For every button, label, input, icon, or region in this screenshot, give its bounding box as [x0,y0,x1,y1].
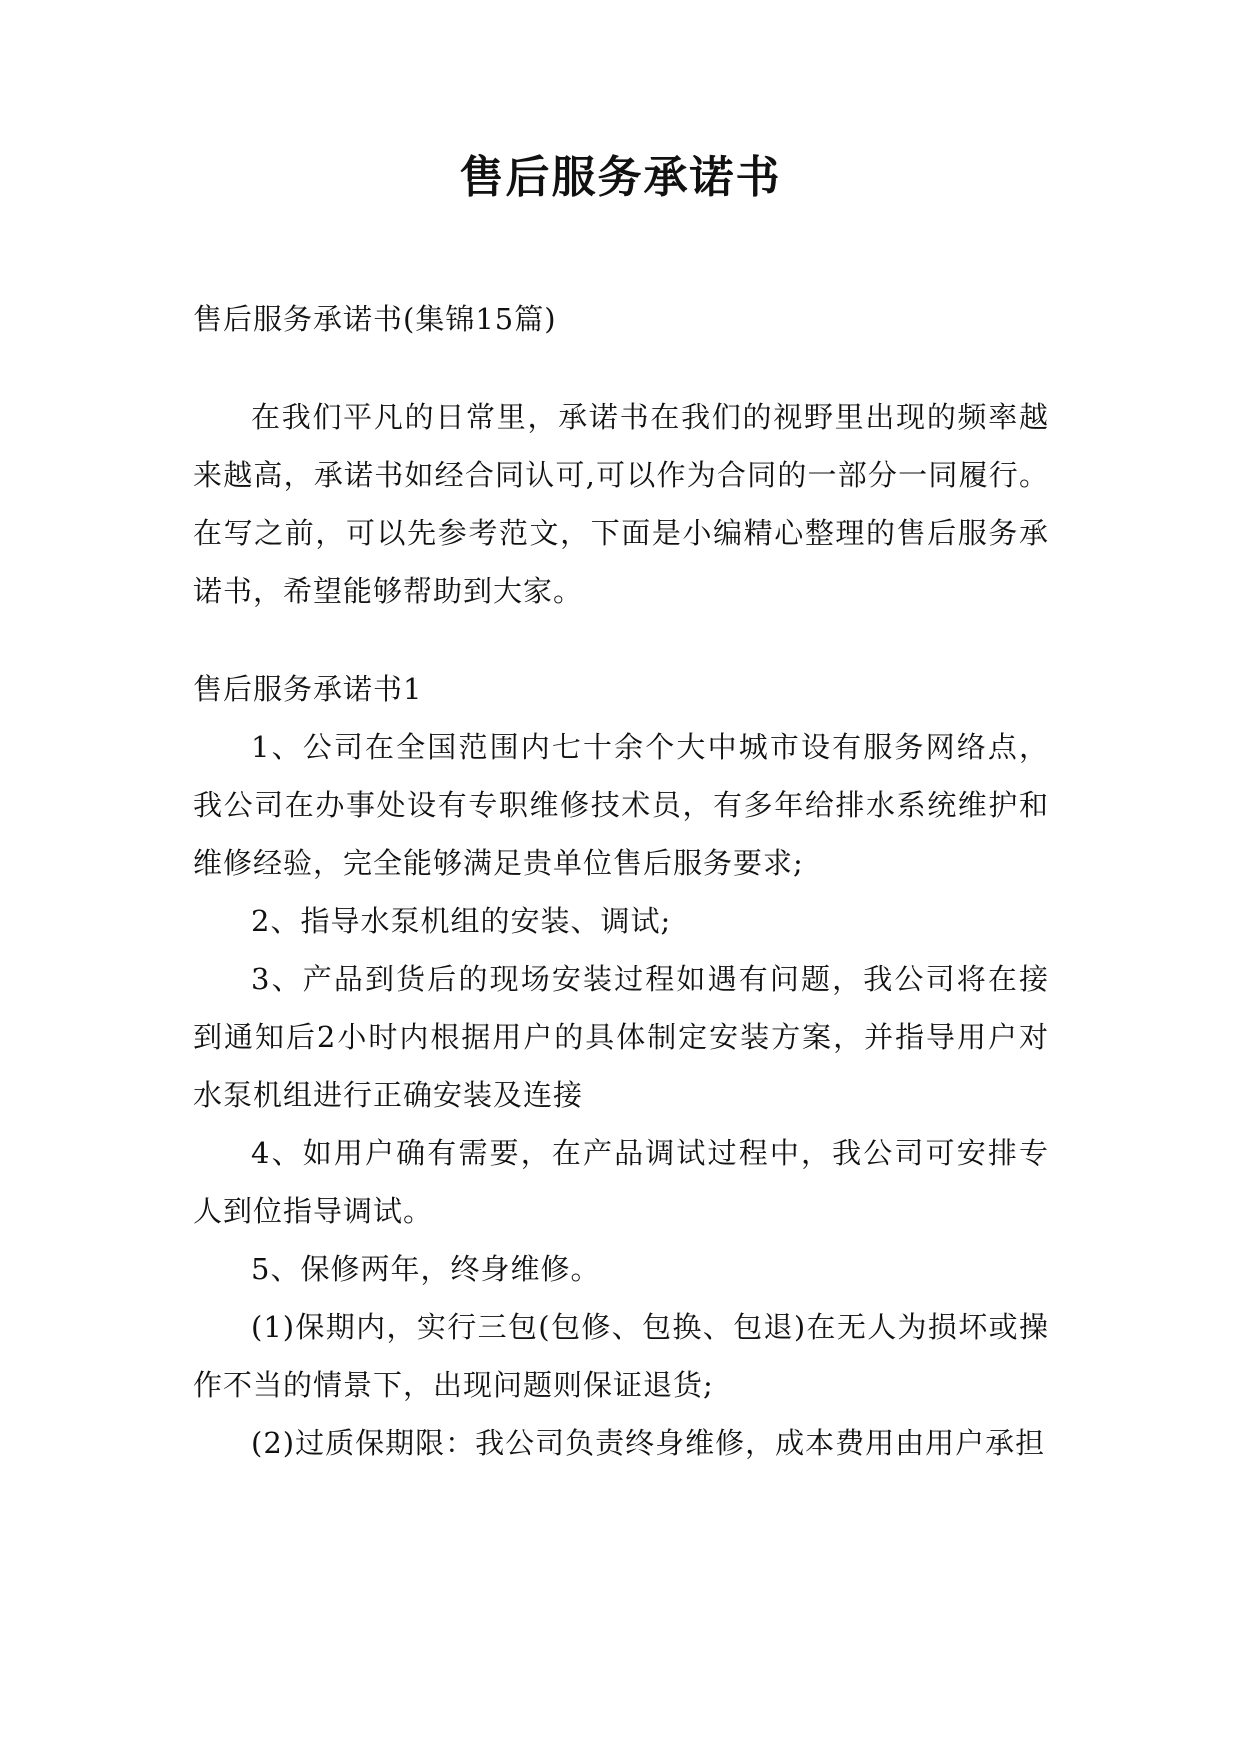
document-body [193,290,1049,1472]
document-subtitle: 售后服务承诺书(集锦15篇) [193,302,557,336]
paragraph-2: 2、指导水泵机组的安装、调试; [251,904,672,938]
intro-paragraph: 在我们平凡的日常里，承诺书在我们的视野里出现的频率越来越高，承诺书如经合同认可,可以作为合同的一部分一同履行。在写之前，可以先参考范文，下面是小编精心整理的售后服务承诺书，希望能够帮助到大家。 [193,400,1049,608]
paragraph-5-2: (2)过质保期限：我公司负责终身维修，成本费用由用户承担 [251,1426,1046,1460]
paragraph-1: 1、公司在全国范围内七十余个大中城市设有服务网络点，我公司在办事处设有专职维修技术员，有多年给排水系统维护和维修经验，完全能够满足贵单位售后服务要求; [193,730,1049,880]
paragraph-5-1: (1)保期内，实行三包(包修、包换、包退)在无人为损坏或操作不当的情景下，出现问题则保证退货; [193,1310,1049,1402]
section-heading: 售后服务承诺书1 [193,672,423,706]
document-title: 售后服务承诺书 [459,152,782,203]
paragraph-5: 5、保修两年，终身维修。 [251,1252,601,1286]
paragraph-4: 4、如用户确有需要，在产品调试过程中，我公司可安排专人到位指导调试。 [193,1136,1049,1228]
paragraph-3: 3、产品到货后的现场安装过程如遇有问题，我公司将在接到通知后2小时内根据用户的具体制定安装方案，并指导用户对水泵机组进行正确安装及连接 [193,962,1049,1112]
